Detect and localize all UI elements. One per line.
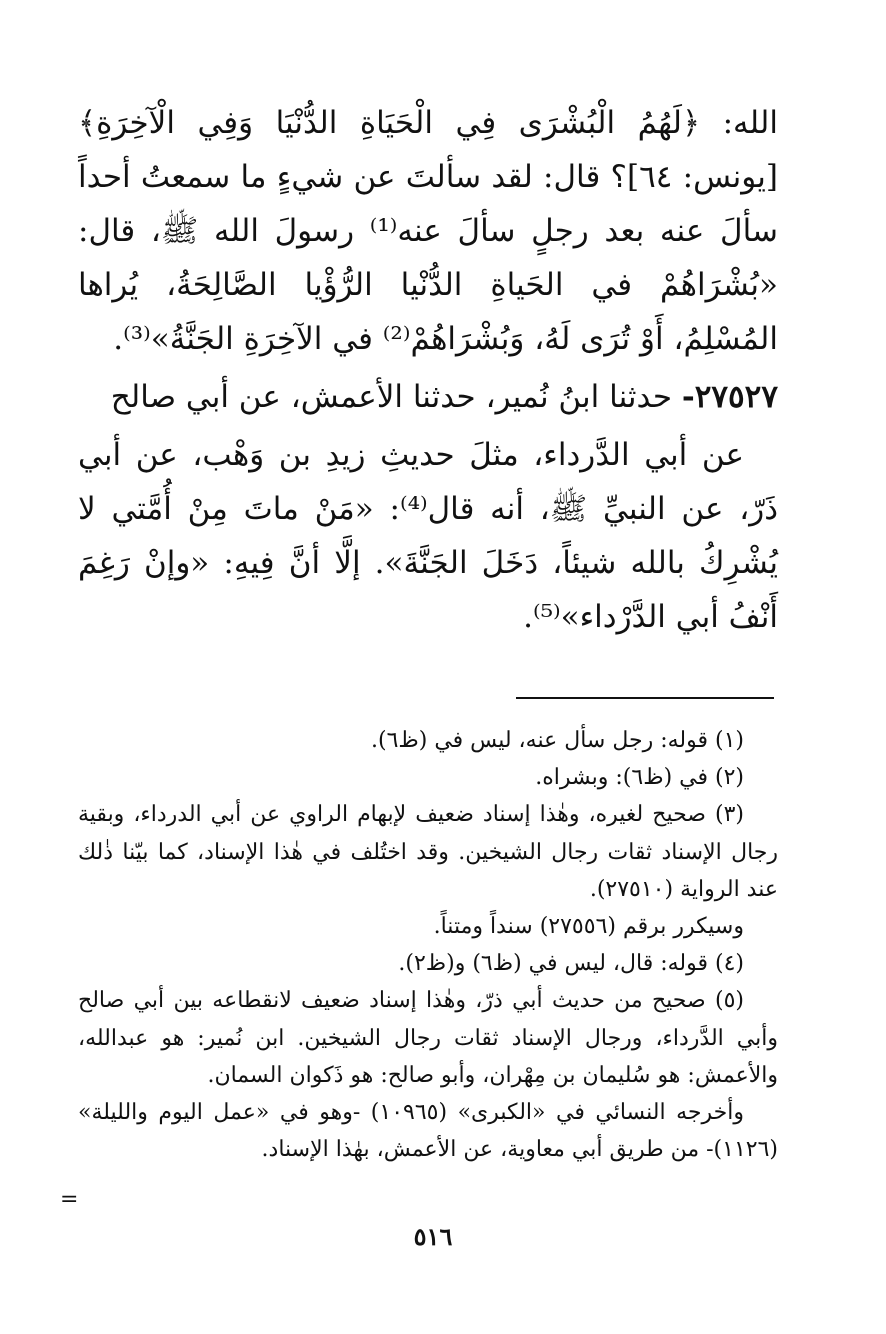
hadith-number: ٢٧٥٢٧- <box>681 379 778 415</box>
footnotes <box>78 722 778 1168</box>
footnote-5-continuation: وأخرجه النسائي في «الكبرى» (١٠٩٦٥) -وهو في «عمل اليوم والليلة» (١١٢٦)- من طريق أبي معاوية، عن الأعمش، بهٰذا الإسناد. <box>78 1100 778 1163</box>
footnote-1: (١) قوله: رجل سأل عنه، ليس في (ظ٦). <box>371 728 744 753</box>
continuation-mark: = <box>60 1187 79 1212</box>
main-paragraph: الله: ﴿لَهُمُ الْبُشْرَى فِي الْحَيَاةِ الدُّنْيَا وَفِي الْآخِرَةِ﴾ [يونس: ٦٤]؟ قال: لقد سألتَ عن شيءٍ ما سمعتُ أحداً سألَ عنه بعد رجلٍ سألَ عنه⁽¹⁾ رسولَ الله ﷺ، قال: «بُشْرَاهُمْ في الحَياةِ الدُّنْيا الرُّؤْيا الصَّالِحَةُ، يُراها المُسْلِمُ، أَوْ تُرَى لَهُ، وَبُشْرَاهُمْ⁽²⁾ في الآخِرَةِ الجَنَّةُ»⁽³⁾. <box>78 105 779 357</box>
hadith-heading <box>78 370 778 424</box>
footnote-divider <box>516 697 774 699</box>
footnote-4: (٤) قوله: قال، ليس في (ظ٦) و(ظ٢). <box>398 951 744 977</box>
footnote-2: (٢) في (ظ٦): وبشراه. <box>535 765 744 791</box>
main-text <box>78 96 778 644</box>
footnote-3: (٣) صحيح لغيره، وهٰذا إسناد ضعيف لإبهام الراوي عن أبي الدرداء، وبقية رجال الإسناد ثقات رجال الشيخين. وقد اختُلف في هٰذا الإسناد، كما بيّنا ذٰلك عند الرواية (٢٧٥١٠). <box>78 802 778 902</box>
main-paragraph: عن أبي الدَّرداء، مثلَ حديثِ زيدِ بن وَهْب، عن أبي ذَرّ، عن النبيِّ ﷺ، أنه قال⁽⁴⁾: «مَنْ ماتَ مِنْ أُمَّتي لا يُشْرِكُ بالله شيئاً، دَخَلَ الجَنَّةَ». إلَّا أنَّ فِيهِ: «وإنْ رَغِمَ أَنْفُ أبي الدَّرْداء»⁽⁵⁾. <box>78 437 778 635</box>
hadith-isnad: حدثنا ابنُ نُمير، حدثنا الأعمش، عن أبي صالح <box>110 379 672 415</box>
footnote-3-continuation: وسيكرر برقم (٢٧٥٥٦) سنداً ومتناً. <box>433 914 744 940</box>
page-number: ٥١٦ <box>413 1222 453 1251</box>
footnote-5: (٥) صحيح من حديث أبي ذرّ، وهٰذا إسناد ضعيف لانقطاعه بين أبي صالح وأبي الدَّرداء، ورجال الإسناد ثقات رجال الشيخين. ابن نُمير: هو عبدالله، والأعمش: هو سُليمان بن مِهْران، وأبو صالح: هو ذَكوان السمان. <box>78 988 778 1088</box>
